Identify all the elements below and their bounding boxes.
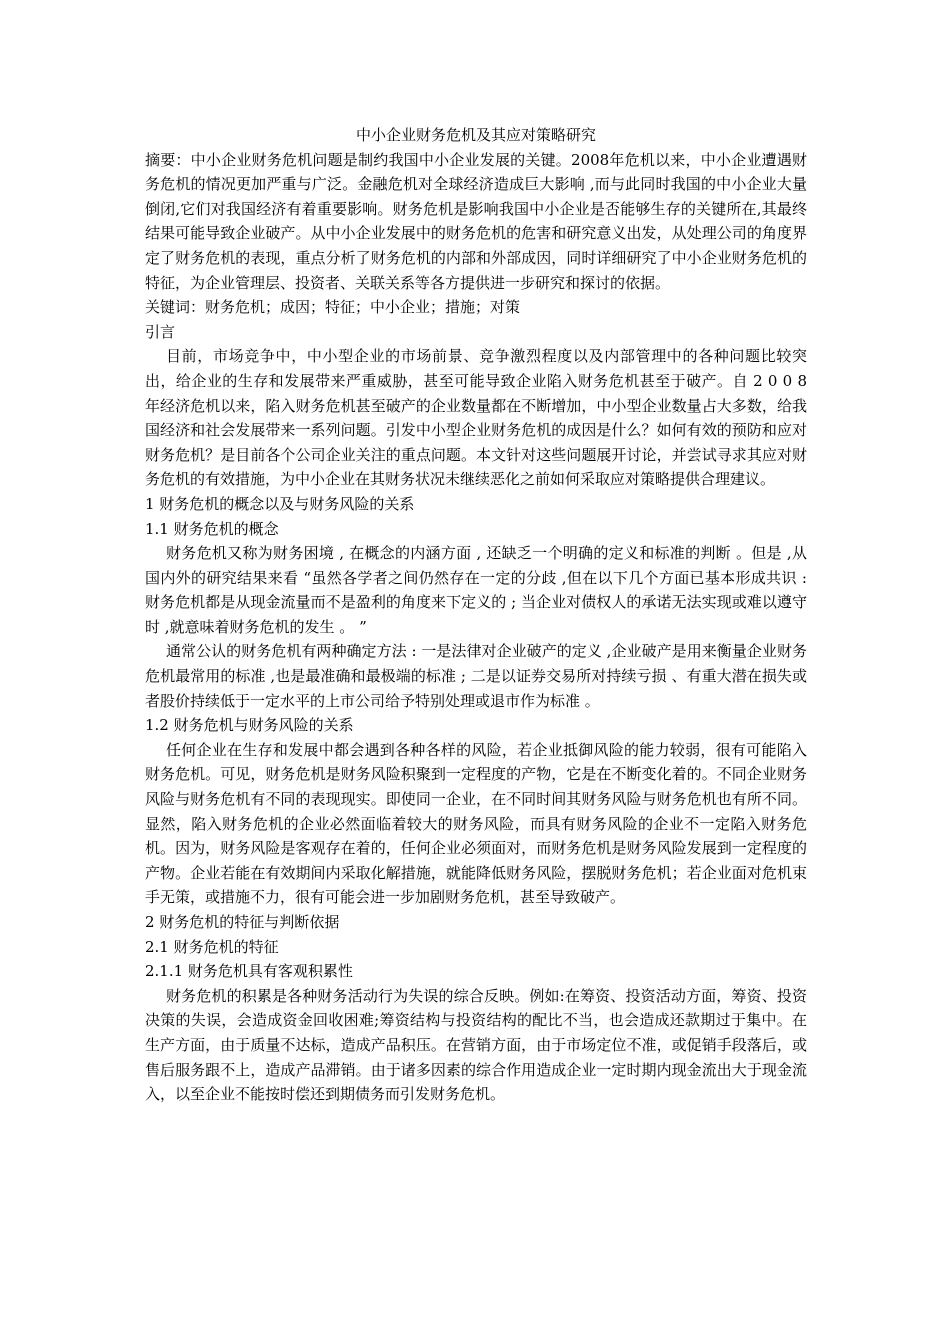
section-2-1-heading: 2.1 财务危机的特征 bbox=[145, 937, 279, 956]
intro-heading: 引言 bbox=[145, 322, 176, 341]
abstract-paragraph: 摘要：中小企业财务危机问题是制约我国中小企业发展的关键。2008年危机以来，中小企业遭遇财务危机的情况更加严重与广泛。金融危机对全球经济造成巨大影响 ,而与此同时我国的中小企业大量倒闭,它们对我国经济有着重要影响。财务危机是影响我国中小企业是否能够生存的关键所在,其最终结果可能导致企业破产。从中小企业发展中的财务危机的危害和研究意义出发，从处理公司的角度界定了财务危机的表现，重点分析了财务危机的内部和外部成因，同时详细研究了中小企业财务危机的特征，为企业管理层、投资者、关联关系等各方提供进一步研究和探讨的依据。 bbox=[145, 150, 807, 292]
section-2-heading: 2 财务危机的特征与判断依据 bbox=[145, 913, 340, 931]
intro-paragraph: 目前，市场竞争中，中小型企业的市场前景、竞争激烈程度以及内部管理中的各种问题比较突出，给企业的生存和发展带来严重威胁，甚至可能导致企业陷入财务危机甚至于破产。自 2 0 0 8 年经济危机以来，陷入财务危机甚至破产的企业数量都在不断增加，中小型企业数量占大多数，给我国经济和社会发展带来一系列问题。引发中小型企业财务危机的成因是什么？如何有效的预防和应对财务危机？是目前各个公司企业关注的重点问题。本文针对这些问题展开讨论，并尝试寻求其应对财务危机的有效措施，为中小企业在其财务状况未继续恶化之前如何采取应对策略提供合理建议。 bbox=[145, 347, 807, 489]
document-page bbox=[145, 123, 807, 1107]
section-1-1-paragraph-2: 通常公认的财务危机有两种确定方法 : 一是法律对企业破产的定义 ,企业破产是用来衡量企业财务危机最常用的标准 ,也是最准确和最极端的标准 ; 二是以证券交易所对持续亏损 、有重大潜在损失或者股价持续低于一定水平的上市公司给予特别处理或退市作为标准 。 bbox=[145, 642, 807, 710]
section-1-heading: 1 财务危机的概念以及与财务风险的关系 bbox=[145, 494, 415, 513]
section-2-1-1-paragraph-1: 财务危机的积累是各种财务活动行为失误的综合反映。例如:在筹资、投资活动方面，筹资、投资决策的失误，会造成资金回收困难;筹资结构与投资结构的配比不当，也会造成还款期过于集中。在生产方面，由于质量不达标，造成产品积压。在营销方面，由于市场定位不准，或促销手段落后，或售后服务跟不上，造成产品滞销。由于诸多因素的综合作用造成企业一定时期内现金流出大于现金流入，以至企业不能按时偿还到期债务而引发财务危机。 bbox=[145, 986, 807, 1104]
keywords-line: 关键词：财务危机；成因；特征；中小企业；措施；对策 bbox=[145, 298, 521, 317]
section-1-1-heading: 1.1 财务危机的概念 bbox=[145, 519, 279, 538]
section-1-2-paragraph-1: 任何企业在生存和发展中都会遇到各种各样的风险，若企业抵御风险的能力较弱，很有可能陷入财务危机。可见，财务危机是财务风险积聚到一定程度的产物，它是在不断变化着的。不同企业财务风险与财务危机有不同的表现现实。即使同一企业，在不同时间其财务风险与财务危机也有所不同。显然，陷入财务危机的企业必然面临着较大的财务风险，而具有财务风险的企业不一定陷入财务危机。因为，财务风险是客观存在着的，任何企业必须面对，而财务危机是财务风险发展到一定程度的产物。企业若能在有效期间内采取化解措施，就能降低财务风险，摆脱财务危机；若企业面对危机束手无策，或措施不力，很有可能会进一步加剧财务危机，甚至导致破产。 bbox=[145, 740, 807, 907]
section-2-1-1-heading: 2.1.1 财务危机具有客观积累性 bbox=[145, 962, 353, 981]
section-1-1-paragraph-1: 财务危机又称为财务困境 , 在概念的内涵方面 , 还缺乏一个明确的定义和标准的判断 。但是 ,从国内外的研究结果来看 “虽然各学者之间仍然存在一定的分歧 ,但在以下几个方面已基本形成共识 : 财务危机都是从现金流量而不是盈利的角度来下定义的 ; 当企业对债权人的承诺无法实现或难以遵守时 ,就意味着财务危机的发生 。 ” bbox=[145, 544, 807, 636]
document-title: 中小企业财务危机及其应对策略研究 bbox=[355, 126, 596, 144]
section-1-2-heading: 1.2 财务危机与财务风险的关系 bbox=[145, 716, 354, 735]
